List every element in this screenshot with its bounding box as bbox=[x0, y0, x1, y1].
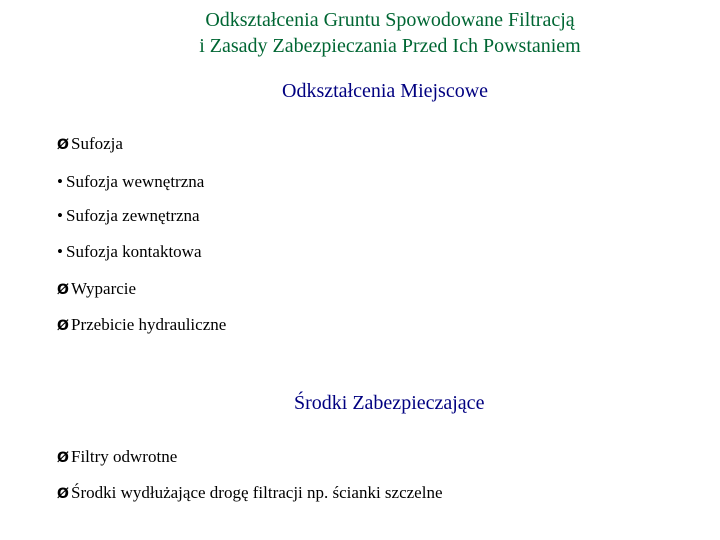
title-line-1: Odkształcenia Gruntu Spowodowane Filtracją bbox=[205, 9, 575, 31]
list-item bbox=[57, 279, 136, 300]
arrow-bullet-icon: Ø bbox=[57, 318, 69, 334]
arrow-bullet-icon: Ø bbox=[57, 450, 69, 466]
arrow-bullet-icon: Ø bbox=[57, 137, 69, 153]
list-item-text: Sufozja zewnętrzna bbox=[66, 206, 200, 225]
dot-bullet-icon: • bbox=[57, 206, 63, 225]
list-item bbox=[57, 315, 226, 336]
list-item-text: Filtry odwrotne bbox=[71, 447, 178, 466]
title-line-2: i Zasady Zabezpieczania Przed Ich Powstaniem bbox=[199, 35, 581, 57]
list-item bbox=[57, 206, 200, 226]
list-item-text: Przebicie hydrauliczne bbox=[71, 315, 227, 334]
section-heading-local-deformations: Odkształcenia Miejscowe bbox=[282, 80, 489, 102]
dot-bullet-icon: • bbox=[57, 242, 63, 261]
list-item-text: Sufozja kontaktowa bbox=[66, 242, 202, 261]
list-item bbox=[57, 242, 202, 262]
section-heading-protective-measures: Środki Zabezpieczające bbox=[294, 392, 485, 414]
arrow-bullet-icon: Ø bbox=[57, 282, 69, 298]
dot-bullet-icon: • bbox=[57, 172, 63, 191]
list-item bbox=[57, 447, 177, 468]
list-item bbox=[57, 134, 123, 155]
slide-title bbox=[0, 7, 720, 59]
arrow-bullet-icon: Ø bbox=[57, 486, 69, 502]
list-item bbox=[57, 172, 204, 192]
list-item-text: Sufozja bbox=[71, 134, 123, 153]
list-item-text: Środki wydłużające drogę filtracji np. ścianki szczelne bbox=[71, 483, 443, 502]
list-item-text: Wyparcie bbox=[71, 279, 137, 298]
list-item-text: Sufozja wewnętrzna bbox=[66, 172, 205, 191]
list-item bbox=[57, 483, 443, 504]
